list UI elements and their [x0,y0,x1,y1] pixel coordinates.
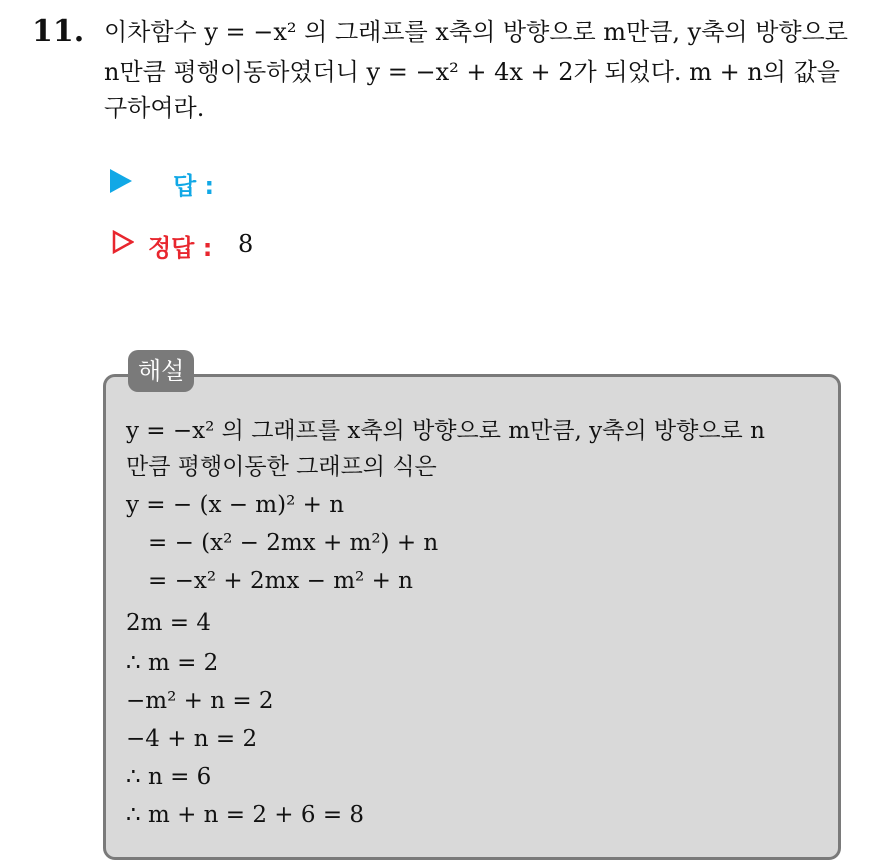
solution-line-8: −m² + n = 2 [126,688,274,714]
filled-triangle-right-icon [110,169,132,193]
solution-line-7: ∴ m = 2 [126,650,219,676]
question-line-2: n만큼 평행이동하였더니 y = −x² + 4x + 2가 되었다. m + n의 값을 [104,58,840,86]
solution-line-3: y = − (x − m)² + n [126,492,345,518]
solution-line-5: = −x² + 2mx − m² + n [148,568,413,594]
outline-triangle-right-icon [112,230,134,254]
solution-tab: 해설 [128,350,194,392]
solution-line-9: −4 + n = 2 [126,726,258,752]
solution-line-6: 2m = 4 [126,610,211,636]
solution-line-4: = − (x² − 2mx + m²) + n [148,530,439,556]
answer-label: 답 : [173,172,215,200]
solution-line-11: ∴ m + n = 2 + 6 = 8 [126,802,365,828]
solution-line-1: y = −x² 의 그래프를 x축의 방향으로 m만큼, y축의 방향으로 n [126,418,765,444]
question-line-3: 구하여라. [104,94,205,122]
correct-answer-value: 8 [238,230,254,258]
solution-line-10: ∴ n = 6 [126,764,212,790]
solution-line-2: 만큼 평행이동한 그래프의 식은 [126,454,437,480]
question-line-1: 이차함수 y = −x² 의 그래프를 x축의 방향으로 m만큼, y축의 방향으로 [104,18,848,46]
correct-answer-label: 정답 : [148,234,213,262]
question-number: 11. [32,14,85,49]
